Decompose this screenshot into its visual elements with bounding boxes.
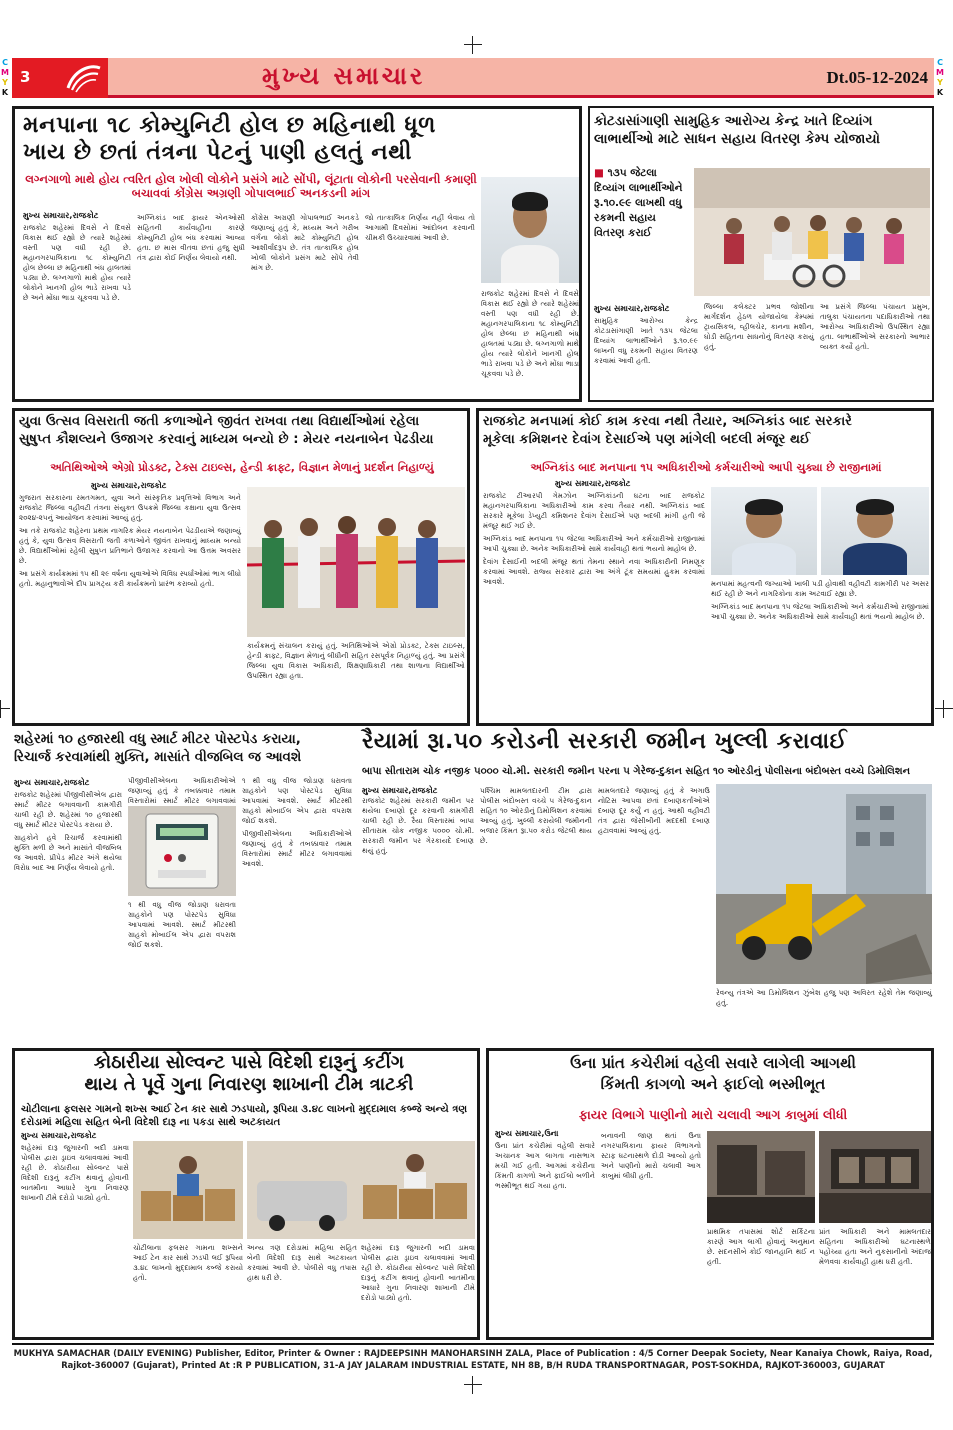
page-number: 3 xyxy=(20,68,31,86)
paragraph: અન્ય ત્રણ દરોડામાં મહિલા સહિત બેની વિદેશી દારૂ સાથે અટકાયત કરવામાં આવી છે. પોલીસે વધુ તપાસ હાથ ધરી છે. xyxy=(247,1243,357,1282)
cmyk-c: C xyxy=(2,58,8,67)
paragraph: મનપામાં મહત્વની જગ્યાઓ ખાલી પડી હોવાથી વહીવટી કામગીરી પર અસર થઈ રહી છે અને નાગરિકોના કામ અટવાઈ રહ્યા છે. xyxy=(711,579,929,598)
headline-line-1: યુવા ઉત્સવ વિસરાતી જતી કળાઓને જીવંત રાખવા તથા વિદ્યાર્થીઓમાં રહેલા xyxy=(19,414,420,429)
ribbon-scene-icon xyxy=(247,487,465,637)
registration-mark-top xyxy=(464,36,482,54)
headline-line-2: મૂકેલા કમિશનર દેવાંગ દેસાઈએ પણ માંગેલી બદલી મંજૂર થઈ xyxy=(483,431,811,447)
body-column-4 xyxy=(365,213,475,397)
body-column-2 xyxy=(133,1243,243,1337)
body-column-3 xyxy=(707,1227,815,1337)
body-column-1 xyxy=(495,1141,595,1337)
body-column-3 xyxy=(247,1243,357,1337)
photo-officer-left xyxy=(711,487,817,575)
body-column-3 xyxy=(598,786,710,1040)
subhead: અગ્નિકાંડ બાદ મનપાના ૧૫ અધિકારીઓ કર્મચારીઓ આપી ચુક્યા છે રાજીનામાં xyxy=(530,461,882,474)
paragraph: મામલતદારે જણાવ્યું હતું કે અગાઉ નોટિસ આપવા છતાં દબાણકર્તાઓએ દબાણ દૂર કર્યું ન હતું. આથી વહીવટી તંત્ર દ્વારા જેસીબીની મદદથી દબાણ હટાવવામાં આવ્યું હતું. xyxy=(598,786,710,835)
paragraph: ચોટીલાના ફલસર ગામના શખ્સને આઈ ટેન કાર સાથે ઝડપી લઈ રૂપિયા ૩.૪૮ લાખનો મુદ્દામાલ કબ્જે કરાયો હતો. xyxy=(133,1243,243,1282)
paragraph: ૧ થી વધુ વીજ જોડાણ ધરાવતા ગ્રાહકોને પણ પોસ્ટપેડ સુવિધા આપવામાં આવશે. સ્માર્ટ મીટરથી ગ્રાહકો મોબાઈલ એપ દ્વારા વપરાશ જોઈ શકશે. xyxy=(128,900,236,949)
paragraph: રાજકોટ શહેરમાં દિવસે ને દિવસે વિકાસ થઈ રહ્યો છે ત્યારે શહેરમાં વસ્તી પણ વધી રહી છે. મહાનગરપાલિકાના ૧૮ કોમ્યુનિટી હોલ છેલ્લા છ મહિનાથી બંધ હાલતમાં પડ્યા છે. લગ્નગાળો માથે હોય ત્યારે લોકોને ખાનગી હોલ ભાડે રાખવા પડે છે અને મોંઘા ભાડા ચૂકવવા પડે છે. xyxy=(23,223,131,302)
body-column-2 xyxy=(601,1131,701,1337)
cmyk-y: Y xyxy=(937,78,943,87)
body-column-4 xyxy=(242,776,352,1040)
paragraph: પીજીવીસીએલના અધિકારીઓએ જણાવ્યું હતું કે તબક્કાવાર તમામ વિસ્તારોમાં સ્માર્ટ મીટર લગાવવામાં xyxy=(128,776,236,805)
paragraph: રાજકોટ શહેરમાં સરકારી જમીન પર થયેલા દબાણો દૂર કરવાની કામગીરી ચાલી રહી છે. રૈયા વિસ્તારમાં બાપા સીતારામ ચોક નજીક ૫૦૦૦ ચો.મી. સરકારી જમીન પર ગેરકાયદે દબાણ થયું હતું. xyxy=(362,796,474,855)
headline-line-2: કિંમતી કાગળો અને ફાઈલો ભસ્મીભૂત xyxy=(600,1074,826,1093)
paragraph: આ પ્રસંગે જિલ્લા પંચાયત પ્રમુખ, તાલુકા પંચાયતના પદાધિકારીઓ તથા આરોગ્ય અધિકારીઓ ઉપસ્થિત રહ્યા હતા. લાભાર્થીઓએ સરકારનો આભાર વ્યક્ત કર્યો હતો. xyxy=(820,302,930,351)
photo-smart-meter xyxy=(128,806,236,896)
body-column-2 xyxy=(480,786,592,1040)
dateline: મુખ્ય સમાચાર,ઉના xyxy=(495,1129,559,1138)
body-column-2 xyxy=(137,213,245,397)
story-una-fire xyxy=(486,1048,934,1340)
photo-jcb-demolition xyxy=(716,784,932,984)
paragraph: પ્રાંત અધિકારી અને મામલતદાર સહિતના અધિકારીઓ ઘટનાસ્થળે પહોંચ્યા હતા અને નુકસાનીનો અંદાજ મેળવવા કાર્યવાહી હાથ ધરી હતી. xyxy=(819,1227,931,1266)
story-kothariya-liquor xyxy=(12,1048,480,1340)
photo-fire-office-left xyxy=(707,1131,815,1223)
cmyk-k: K xyxy=(1,88,9,97)
paragraph: પશ્ચિમ મામલતદારની ટીમ દ્વારા પોલીસ બંદોબસ્ત વચ્ચે ૫ ગેરેજ-દુકાન સહિત ૧૦ ઓરડીનું ડિમોલિશન કરવામાં આવ્યું હતું. ખુલ્લી કરાયેલી જમીનની બજાર કિંમત રૂા.૫૦ કરોડ જેટલી થાય છે. xyxy=(480,786,592,845)
photo-liquor-seizure-left xyxy=(133,1141,243,1239)
body-column-1 xyxy=(19,493,241,719)
paragraph: જિલ્લા કલેક્ટર પ્રભવ જોશીના માર્ગદર્શન હેઠળ યોજાયેલા કેમ્પમાં ટ્રાયસિકલ, વ્હીલચેર, કાનના મશીન, ઘોડી સહિતના સાધનોનું વિતરણ કરાયું હતું. xyxy=(704,302,814,351)
story-yuva-utsav xyxy=(12,408,470,726)
paragraph: ૧ થી વધુ વીજ જોડાણ ધરાવતા ગ્રાહકોને પણ પોસ્ટપેડ સુવિધા આપવામાં આવશે. સ્માર્ટ મીટરથી ગ્રાહકો મોબાઈલ એપ દ્વારા વપરાશ જોઈ શકશે. xyxy=(242,776,352,825)
cmyk-marks-left xyxy=(0,58,10,98)
paragraph: અગ્નિકાંડ બાદ ફાયર એનઓસી સહિતની કાર્યવાહીના કારણે કોમ્યુનિટી હોલ બંધ કરવામાં આવ્યા હતા. છ માસ વીતવા છતાં હજુ સુધી તંત્ર દ્વારા કોઈ નિર્ણય લેવાયો નથી. xyxy=(137,213,245,262)
print-line-2: Rajkot-360007 (Gujarat), Printed At :R P PUBLICATION, 31-A JAY JALARAM INDUSTRIAL ESTATE, NH 8B, B/H RUDA TRANSPORTNAGAR, POST-SOKHDA, RAJKOT-360003, GUJARAT xyxy=(61,1360,885,1370)
dateline: મુખ્ય સમાચાર,રાજકોટ xyxy=(14,778,90,787)
registration-mark-right xyxy=(935,700,953,718)
headline xyxy=(483,415,929,448)
photo-gopalbhai-anakad xyxy=(481,177,579,283)
highlight-text: ૧૩૫ જેટલા દિવ્યાંગ લાભાર્થીઓને રૂ.૧૦.૯૯ લાખથી વધુ રકમની સહાય વિતરણ કરાઈ xyxy=(594,167,683,239)
headline-line-1: મનપાના ૧૮ કોમ્યુનિટી હોલ છ મહિનાથી ધૂળ xyxy=(23,113,437,138)
registration-mark-left xyxy=(0,700,10,718)
dateline: મુખ્ય સમાચાર,રાજકોટ xyxy=(362,786,438,795)
headline: રૈયામાં રૂા.૫૦ કરોડની સરકારી જમીન ખુલ્લી કરાવાઈ xyxy=(362,729,848,754)
subhead: ચોટીલાના ફલસર ગામનો શખ્સ આઈ ટેન કાર સાથે ઝડપાયો, રૂપિયા ૩.૪૮ લાખનો મુદ્દામાલ કબ્જે અન્યે ત્રણ દરોડામાં મહિલા સહિત બેની વિદેશી દારૂ ના પકડા સાથે અટકાયત xyxy=(21,1104,468,1128)
jcb-scene-icon xyxy=(716,784,932,984)
subhead: લગ્નગાળો માથે હોય ત્વરિત હોલ ખોલી લોકોને પ્રસંગે માટે સોંપી, લૂંટાતા લોકોની પરસેવાની કમાણી બચાવવાં કોંગ્રેસ અગ્રણી ગોપાલભાઈ અનકડની માંગ xyxy=(25,172,477,200)
headline-line-1: કોઠારીયા સોલ્વન્ટ પાસે વિદેશી દારૂનું કટીંગ xyxy=(93,1052,405,1073)
paragraph: શહેરમાં દારૂ જુગારની બદી ડામવા પોલીસ દ્વારા ડ્રાઇવ ચલાવવામાં આવી રહી છે. કોઠારીયા સોલ્વન્ટ પાસે વિદેશી દારૂનું કટીંગ થવાનું હોવાની બાતમીના આધારે ગુના નિવારણ શાખાની ટીમે દરોડો પાડ્યો હતો. xyxy=(21,1143,129,1202)
story-smart-meter xyxy=(12,730,354,1042)
photo-fire-office-right xyxy=(819,1131,931,1223)
story-community-hall xyxy=(12,106,582,402)
masthead-logo-block xyxy=(12,58,108,98)
paragraph: કોંગ્રેસ અગ્રણી ગોપાલભાઈ અનકડે જણાવ્યું હતું કે, મધ્યમ અને ગરીબ વર્ગના લોકો માટે કોમ્યુનિટી હોલ આશીર્વાદરૂપ છે. તંત્ર તાત્કાલિક હોલ ખોલી લોકોને પ્રસંગ માટે સોંપે તેવી માંગ છે. xyxy=(251,213,359,272)
body-column-2 xyxy=(247,641,465,719)
camp-scene-icon xyxy=(694,168,930,296)
subhead: બાપા સીતારામ ચોક નજીક ૫૦૦૦ ચો.મી. સરકારી જમીન પરના ૫ ગેરેજ-દુકાન સહિત ૧૦ ઓરડીનું પોલીસના બંદોબસ્ત વચ્ચે ડિમોલિશન xyxy=(362,766,911,777)
body-column-4 xyxy=(361,1243,475,1337)
headline xyxy=(23,114,575,165)
body-column-5 xyxy=(481,289,579,397)
burnt-room-icon xyxy=(707,1131,815,1223)
headline-line-2: સુષુપ્ત કૌશલ્યને ઉજાગર કરવાનું માધ્યમ બન્યો છે : મેયર નયનાબેન પેઢડીયા xyxy=(19,431,434,447)
paragraph: અગ્નિકાંડ બાદ મનપાના ૧૫ જેટલા અધિકારીઓ અને કર્મચારીઓ રાજીનામાં આપી ચુક્યા છે. અનેક અધિકારીઓ સામે કાર્યવાહી થતાં ભયનો માહોલ છે. xyxy=(711,602,929,621)
headline-line-2: લાભાર્થીઓ માટે સાધન સહાય વિતરણ કેમ્પ યોજાયો xyxy=(594,131,880,148)
body-column-2 xyxy=(128,776,236,804)
paragraph: આ તકે રાજકોટ શહેરના પ્રથમ નાગરિક મેયર નયનાબેન પેઢડીયાએ જણાવ્યું હતું કે, યુવા ઉત્સવ વિસરાતી જતી કળાઓને જીવંત રાખવાનું માધ્યમ બન્યો છે. વિદ્યાર્થીઓમાં રહેલી સુષુપ્ત પ્રતિભાને ઉજાગર કરવાનો આ ઉત્તમ અવસર છે. xyxy=(19,526,241,565)
headline xyxy=(594,114,930,147)
meter-icon xyxy=(128,806,236,896)
body-column-2 xyxy=(704,302,814,400)
paragraph: શહેરમાં દારૂ જુગારની બદી ડામવા પોલીસ દ્વારા ડ્રાઇવ ચલાવવામાં આવી રહી છે. કોઠારીયા સોલ્વન્ટ પાસે વિદેશી દારૂનું કટીંગ થવાનું હોવાની બાતમીના આધારે ગુના નિવારણ શાખાની ટીમે દરોડો પાડ્યો હતો. xyxy=(361,1243,475,1302)
headline xyxy=(495,1055,931,1093)
print-line-1: MUKHYA SAMACHAR (DAILY EVENING) Publisher, Editor, Printer & Owner : RAJDEEPSINH MANOHARSINH ZALA, Place of Publication : 4/5 Corner Deepak Society, Near Kanaiya Chowk, Raiya, Road, xyxy=(13,1348,933,1358)
paragraph: કાર્યક્રમનું સંચાલન કરાયું હતું. અતિથિઓએ એગ્રો પ્રોડક્ટ, ટેક્સ ટાઇલ્સ, હેન્ડી ક્રાફ્ટ, વિજ્ઞાન મેળાનું લીધીની સહિત રસપૂર્વક નિહાળ્યું હતું. આ પ્રસંગે જિલ્લા યુવા વિકાસ અધિકારી, શિક્ષણાધિકારી તથા શાળાના વિદ્યાર્થીઓ ઉપસ્થિત રહ્યા હતા. xyxy=(247,641,465,680)
subhead: અતિથિઓએ એગ્રો પ્રોડક્ટ, ટેક્સ ટાઇલ્સ, હેન્ડી ક્રાફ્ટ, વિજ્ઞાન મેળાનું પ્રદર્શન નિહાળ્યું xyxy=(50,461,434,474)
swoosh-logo-icon xyxy=(64,62,102,94)
paragraph: પીજીવીસીએલના અધિકારીઓએ જણાવ્યું હતું કે તબક્કાવાર તમામ વિસ્તારોમાં સ્માર્ટ મીટર લગાવવામાં આવશે. xyxy=(242,829,352,868)
body-column-1 xyxy=(14,790,122,1040)
print-line xyxy=(12,1347,934,1371)
cmyk-c: C xyxy=(937,58,943,67)
photo-officer-right xyxy=(821,487,929,575)
headline-line-1: ઉના પ્રાંત કચેરીમાં વહેલી સવારે લાગેલી આગથી xyxy=(570,1054,856,1072)
body-column-1 xyxy=(483,491,705,719)
dateline: મુખ્ય સમાચાર,રાજકોટ xyxy=(21,1131,97,1140)
paragraph: સામુહિક આરોગ્ય કેન્દ્ર કોટડાસાંગાણી ખાતે ૧૩૫ જેટલા દિવ્યાંગ લાભાર્થીઓને રૂ.૧૦.૯૯ લાખની વધુ રકમની સહાય વિતરણ કરવામાં આવી હતી. xyxy=(594,316,698,365)
headline-line-2: થાય તે પૂર્વે ગુના નિવારણ શાખાની ટીમ ત્રાટકી xyxy=(84,1074,414,1096)
liquor-car-icon xyxy=(247,1141,475,1239)
footer-rule xyxy=(12,1343,934,1345)
photo-camp-beneficiaries xyxy=(694,168,930,296)
cmyk-k: K xyxy=(936,88,944,97)
dateline: મુખ્ય સમાચાર,રાજકોટ xyxy=(91,481,167,490)
headline-line-1: કોટડાસાંગાણી સામુહિક આરોગ્ય કેન્દ્ર ખાતે દિવ્યાંગ xyxy=(594,113,873,129)
cmyk-m: M xyxy=(936,68,944,77)
story-commissioner-transfer xyxy=(476,408,934,726)
paragraph: ઉના પ્રાંત કચેરીમાં વહેલી સવારે અચાનક આગ લાગતા નાસભાગ મચી ગઈ હતી. આગમાં કચેરીના કિંમતી કાગળો અને ફાઈલો બળીને ભસ્મીભૂત થઈ ગયા હતા. xyxy=(495,1141,595,1190)
cmyk-m: M xyxy=(1,68,9,77)
paragraph: પ્રાથમિક તપાસમાં શોર્ટ સર્કિટના કારણે આગ લાગી હોવાનું અનુમાન છે. સદનસીબે કોઈ જાનહાનિ થઈ ન હતી. xyxy=(707,1227,815,1266)
headline-line-1: શહેરમાં ૧૦ હજારથી વધુ સ્માર્ટ મીટર પોસ્ટપેડ કરાયા, xyxy=(14,732,301,747)
body-column-3 xyxy=(820,302,930,400)
highlight-box xyxy=(594,166,688,302)
cmyk-marks-right xyxy=(935,58,945,98)
masthead xyxy=(12,58,934,98)
paragraph: રાજકોટ શહેરમાં દિવસે ને દિવસે વિકાસ થઈ રહ્યો છે ત્યારે શહેરમાં વસ્તી પણ વધી રહી છે. મહાનગરપાલિકાના ૧૮ કોમ્યુનિટી હોલ છેલ્લા છ મહિનાથી બંધ હાલતમાં પડ્યા છે. લગ્નગાળો માથે હોય ત્યારે લોકોને ખાનગી હોલ ભાડે રાખવા પડે છે અને મોંઘા ભાડા ચૂકવવા પડે છે. xyxy=(481,289,579,378)
body-column-1 xyxy=(21,1143,129,1337)
paragraph: દેવાંગ દેસાઈની બદલી મંજૂર થતાં તેમના સ્થાને નવા અધિકારીની નિમણૂક કરવામાં આવશે. રાજ્ય સરકાર દ્વારા આ અંગે ટૂંક સમયમાં હુકમ કરવામાં આવશે. xyxy=(483,557,705,586)
headline-line-2: રિચાર્જ કરવામાંથી મુક્તિ, માસાંતે વીજબિલ જ આવશે xyxy=(14,750,302,765)
body-column-1 xyxy=(23,223,131,397)
dateline: મુખ્ય સમાચાર,રાજકોટ xyxy=(23,211,99,220)
issue-date: Dt.05-12-2024 xyxy=(826,68,928,87)
photo-ribbon-cutting xyxy=(247,487,465,637)
paragraph: બનાવની જાણ થતાં ઉના નગરપાલિકાના ફાયર વિભાગનો સ્ટાફ ઘટનાસ્થળે દોડી આવ્યો હતો અને પાણીનો મારો ચલાવી આગ કાબુમાં લીધી હતી. xyxy=(601,1131,701,1180)
bullet-icon: ■ xyxy=(594,167,608,179)
paragraph: અગ્નિકાંડ બાદ મનપાના ૧૫ જેટલા અધિકારીઓ અને કર્મચારીઓ રાજીનામાં આપી ચુક્યા છે. અનેક અધિકારીઓ સામે કાર્યવાહી થતાં ભયનો માહોલ છે. xyxy=(483,534,705,553)
dateline: મુખ્ય સમાચાર,રાજકોટ xyxy=(594,304,670,313)
body-column-3 xyxy=(128,900,236,1040)
section-title: મુખ્ય સમાચાર xyxy=(262,62,426,90)
registration-mark-bottom xyxy=(464,1376,482,1394)
body-column-1 xyxy=(594,316,698,400)
paragraph: ગુજરાત સરકારના રમતગમત, યુવા અને સાંસ્કૃતિક પ્રવૃત્તિઓ વિભાગ અને રાજકોટ જિલ્લા વહીવટી તંત્રના સંયુક્ત ઉપક્રમે જિલ્લા કક્ષાના યુવા ઉત્સવ ૨૦૨૪-૨૫નું આયોજન કરવામાં આવ્યું હતું. xyxy=(19,493,241,522)
cmyk-y: Y xyxy=(2,78,8,87)
paragraph: રાજકોટ ટીઆરપી ગેમઝોન અગ્નિકાંડની ઘટના બાદ રાજકોટ મહાનગરપાલિકાના અધિકારીઓ કામ કરવા તૈયાર નથી. અગ્નિકાંડ બાદ સરકારે મૂકેલા ડેપ્યુટી કમિશનર દેવાંગ દેસાઈએ પણ બદલી માંગી હતી જે મંજૂર થઈ ગઈ છે. xyxy=(483,491,705,530)
dateline: મુખ્ય સમાચાર,રાજકોટ xyxy=(555,479,631,488)
headline xyxy=(14,732,354,765)
paragraph: જો તાત્કાલિક નિર્ણય નહીં લેવાય તો આગામી દિવસોમાં આંદોલન કરવાની ચીમકી ઉચ્ચારવામાં આવી છે. xyxy=(365,213,475,242)
story-raiya-demolition xyxy=(360,730,934,1042)
headline-line-1: રાજકોટ મનપામાં કોઈ કામ કરવા નથી તૈયાર, અગ્નિકાંડ બાદ સરકારે xyxy=(483,414,852,429)
body-column-1 xyxy=(362,796,474,1040)
photo-liquor-seizure-right xyxy=(247,1141,475,1239)
story-kotda-camp xyxy=(588,106,934,402)
body-column-2 xyxy=(711,579,929,719)
headline xyxy=(21,1053,477,1095)
burnt-files-icon xyxy=(819,1131,931,1223)
body-column-4 xyxy=(819,1227,931,1337)
paragraph: ગ્રાહકોને હવે રિચાર્જ કરવામાંથી મુક્તિ મળી છે અને માસાંતે વીજબિલ જ આવશે. પ્રીપેડ મીટર અંગે થયેલા વિરોધ બાદ આ નિર્ણય લેવાયો હતો. xyxy=(14,833,122,872)
paragraph: આ પ્રસંગે કાર્યક્રમમાં ૧૫ થી ૨૯ વર્ષના યુવાઓએ વિવિધ સ્પર્ધાઓમાં ભાગ લીધો હતો. મહાનુભાવોએ દીપ પ્રાગટ્ય કરી કાર્યક્રમનો પ્રારંભ કરાવ્યો હતો. xyxy=(19,569,241,588)
liquor-boxes-icon xyxy=(133,1141,243,1239)
body-column-4 xyxy=(716,988,932,1040)
headline-line-2: ખાય છે છતાં તંત્રના પેટનું પાણી હલતું નથી xyxy=(23,139,413,165)
body-column-3 xyxy=(251,213,359,397)
subhead: ફાયર વિભાગે પાણીનો મારો ચલાવી આગ કાબુમાં લીધી xyxy=(578,1107,848,1122)
paragraph: રાજકોટ શહેરમાં પીજીવીસીએલ દ્વારા સ્માર્ટ મીટર લગાવવાની કામગીરી ચાલી રહી છે. શહેરમાં ૧૦ હજારથી વધુ સ્માર્ટ મીટર પોસ્ટપેડ કરાયા છે. xyxy=(14,790,122,829)
headline xyxy=(19,415,465,448)
paragraph: રેવન્યુ તંત્રએ આ ડિમોલિશન ઝુંબેશ હજુ પણ અવિરત રહેશે તેમ જણાવ્યું હતું. xyxy=(716,988,932,1007)
